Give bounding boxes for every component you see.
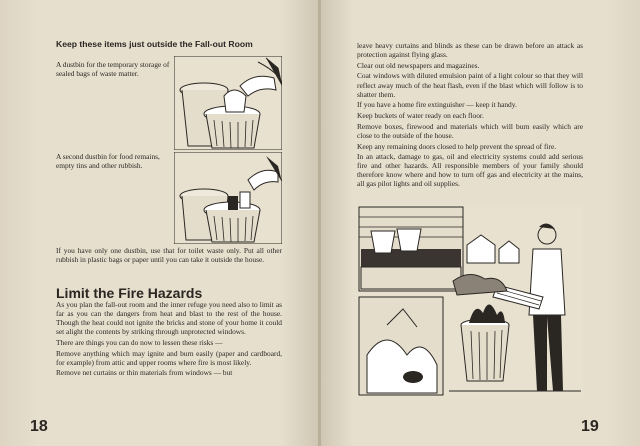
paragraph: Coat windows with diluted emulsion paint of a light colour so that they will reflect away much of the heat flash, even if the blast which will follow is to shatter them.: [357, 71, 583, 99]
paragraph: Clear out old newspapers and magazines.: [357, 60, 480, 70]
fire-precautions-illustration: [357, 205, 583, 397]
left-page: [0, 0, 319, 446]
page-number: 19: [581, 418, 599, 435]
fire-hazards-body: [56, 300, 282, 379]
paragraph: As you plan the fall-out room and the inner refuge you need also to limit as far as you can the dangers from heat and blast to the rest of the house. Though the heat could not ignite the bricks and stone of your home it could set alight the contents by striking through unprotected windows.: [56, 300, 282, 337]
paragraph: There are things you can do now to lessen these risks —: [56, 337, 223, 347]
caption-food-dustbin: A second dustbin for food remains, empty tins and other rubbish.: [56, 152, 160, 171]
paragraph: Remove net curtains or thin materials from windows — but: [56, 368, 233, 378]
fire-hazards-continued: [357, 41, 583, 190]
food-dustbin-illustration: [174, 152, 282, 244]
section-title: Limit the Fire Hazards: [56, 285, 203, 301]
paragraph: leave heavy curtains and blinds as these can be drawn before an attack as protection against flying glass.: [357, 41, 583, 60]
paragraph: Remove anything which may ignite and burn easily (paper and cardboard, for example) from attic and upper rooms where fire is most likely.: [56, 348, 282, 367]
paragraph: Keep buckets of water ready on each floor.: [357, 111, 484, 121]
right-page: [321, 0, 640, 446]
paragraph: Remove boxes, firewood and materials which will burn easily which are close to the outside of the house.: [357, 121, 583, 140]
paragraph: Keep any remaining doors closed to help prevent the spread of fire.: [357, 141, 557, 151]
caption-waste-dustbin: A dustbin for the temporary storage of sealed bags of waste matter.: [56, 60, 170, 79]
paragraph: If you have a home fire extinguisher — keep it handy.: [357, 100, 517, 110]
items-outside-heading: Keep these items just outside the Fall-out Room: [56, 39, 253, 49]
paragraph: In an attack, damage to gas, oil and electricity systems could add serious fire and other hazards. All responsible members of your family should therefore know where and how to turn off gas and electricity at the mains, all gas pilot lights and oil supplies.: [357, 152, 583, 189]
waste-dustbin-illustration: [174, 56, 282, 150]
single-dustbin-paragraph: If you have only one dustbin, use that for toilet waste only. Put all other rubbish in plastic bags or paper until you can take it outside the house.: [56, 246, 282, 265]
page-number: 18: [30, 418, 48, 435]
